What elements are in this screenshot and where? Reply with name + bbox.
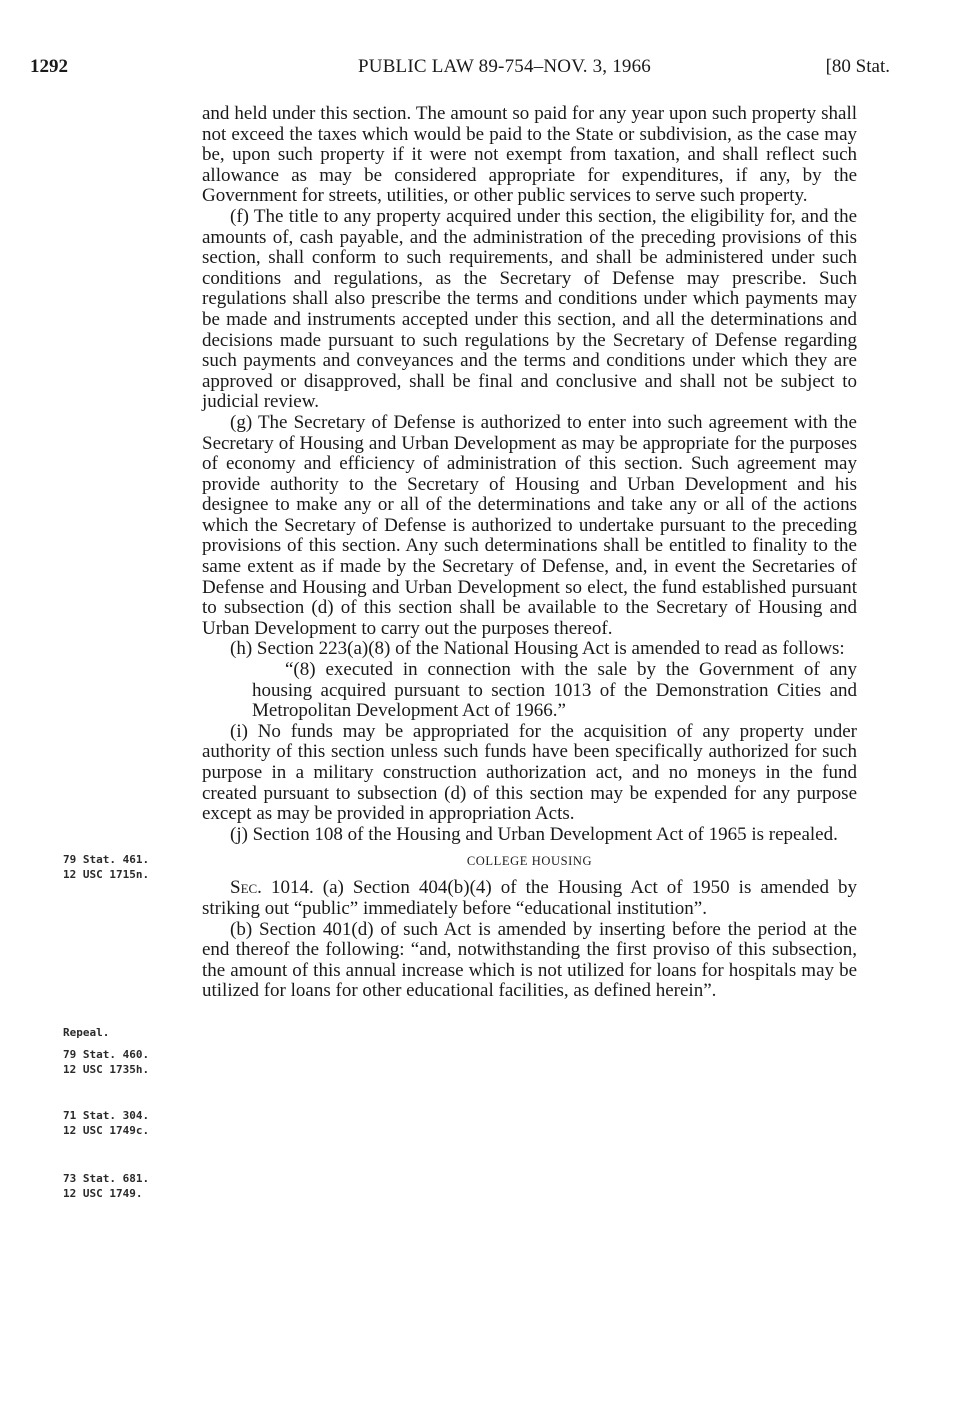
page-title: PUBLIC LAW 89-754–NOV. 3, 1966 [358,56,652,77]
margin-citation: 79 Stat. 460. [63,1048,150,1061]
section-label: Sec. [230,877,262,899]
stat-reference: [80 Stat. [825,56,890,77]
quoted-amendment: “(8) executed in connection with the sale by the Government of any housing acquired pursuant to section 1013 of the Demonstration Cities and Metropolitan Development Act of 1966.” [252,659,857,722]
paragraph-b: (b) Section 401(d) of such Act is amended by inserting before the period at the end thereof the following: “and, notwithstanding the first proviso of this subsection, the amount of this annual increase which is not utilized for loans for hospitals may be utilized for loans for other educational facilities, as defined herein”. [202,918,857,1002]
margin-citation: 73 Stat. 681. [63,1172,150,1185]
paragraph-h: (h) Section 223(a)(8) of the National Housing Act is amended to read as follows: [230,638,845,660]
page-number: 1292 [30,56,68,77]
section-1014 [202,878,857,919]
margin-citation: 12 USC 1715n. [63,868,150,881]
paragraph-j: (j) Section 108 of the Housing and Urban Development Act of 1965 is repealed. [230,823,838,845]
margin-note [63,852,193,882]
margin-citation: 79 Stat. 461. [63,853,150,866]
section-1014-text: 1014. (a) Section 404(b)(4) of the Housing Act of 1950 is amended by striking out “public” immediately before “educational institution”. [202,877,857,919]
page-header [30,54,890,80]
margin-note [63,1108,193,1138]
margin-citation: 12 USC 1749. [63,1187,143,1200]
margin-note [63,1025,193,1077]
margin-citation: 71 Stat. 304. [63,1109,150,1122]
margin-note [63,1171,193,1201]
paragraph-f: (f) The title to any property acquired under this section, the eligibility for, and the amounts of, cash payable, and the administration of the preceding provisions of this section, shall conform to such requirements, and shall be administered under such conditions and regulations, as the Secretary of Defense may prescribe. Such regulations shall also prescribe the terms and conditions under which payments may be made and instruments accepted under this section, and all the determinations and decisions made pursuant to such regulations by the Secretary of Defense regarding such payments and conveyances and the terms and conditions under which they are approved or disapproved, shall be final and conclusive and shall not be subject to judicial review. [202,205,857,413]
margin-citation: 12 USC 1749c. [63,1124,150,1137]
paragraph-i: (i) No funds may be appropriated for the acquisition of any property under authority of this section unless such funds have been specifically authorized for such purpose in a military construction authorization act, and no moneys in the fund created pursuant to subsection (d) of this section may be expended for any purpose except as may be provided in appropriation Acts. [202,720,857,825]
margin-label-repeal: Repeal. [63,1026,110,1039]
paragraph-continuation: and held under this section. The amount so paid for any year upon such property shall not exceed the taxes which would be paid to the State or subdivision, as the case may be, upon such property if it were not exempt from taxation, and shall reflect such allowance as may be considered appropriate for expenditures, if any, by the Government for streets, utilities, or other public services to serve such property. [202,103,857,207]
margin-citation: 12 USC 1735h. [63,1063,150,1076]
law-text-column [202,104,857,1002]
paragraph-g: (g) The Secretary of Defense is authorized to enter into such agreement with the Secretary of Housing and Urban Development as may be appropriate for the purposes of economy and efficiency of administration of this section. Such agreement may provide authority to the Secretary of Housing and Urban Development and his designee to make any or all of the determinations and take any or all of the actions which the Secretary of Defense is authorized to undertake pursuant to the preceding provisions of this section. Any such determinations shall be entitled to finality to the same extent as if made by the Secretary of Defense, and, in event the Secretaries of Defense and Housing and Urban Development so elect, the fund established pursuant to subsection (d) of this section shall be available to the Secretary of Housing and Urban Development to carry out the purposes thereof. [202,411,857,639]
section-heading: COLLEGE HOUSING [466,854,593,869]
